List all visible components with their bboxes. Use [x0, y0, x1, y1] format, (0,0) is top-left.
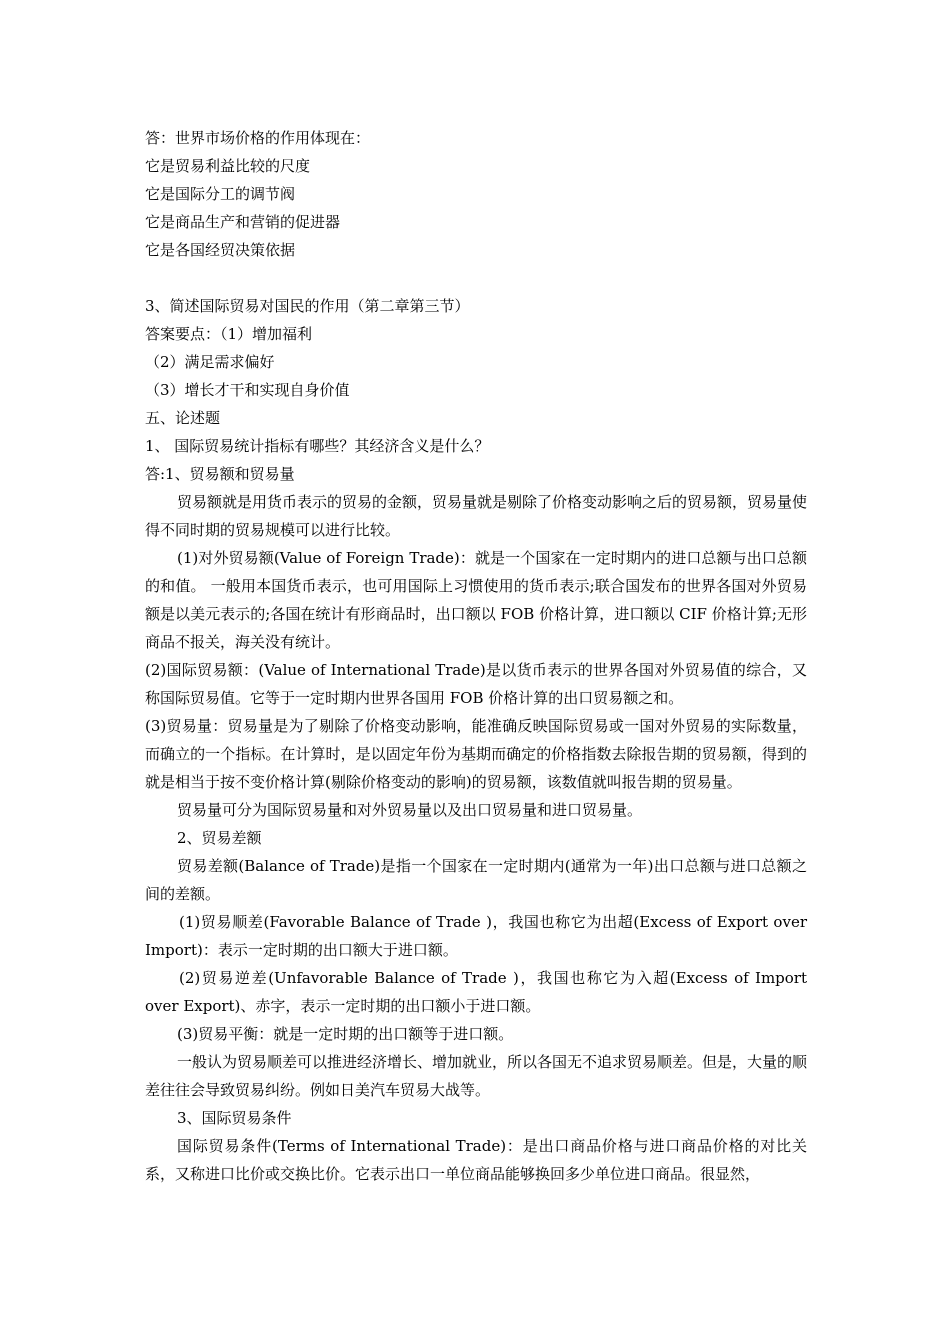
paragraph-trade-value: 贸易额就是用货币表示的贸易的金额，贸易量就是剔除了价格变动影响之后的贸易额，贸易量使得不同时期的贸易规模可以进行比较。 — [145, 493, 808, 539]
answer-point-4: 它是各国经贸决策依据 — [145, 241, 296, 259]
question-3-title: 3、简述国际贸易对国民的作用（第二章第三节） — [145, 297, 470, 315]
answer-intro: 答：世界市场价格的作用体现在： — [145, 129, 371, 147]
essay-1-answer-heading: 答:1、贸易额和贸易量 — [145, 465, 295, 483]
blank-line — [145, 264, 807, 292]
paragraph-surplus-note: 一般认为贸易顺差可以推进经济增长、增加就业，所以各国无不追求贸易顺差。但是，大量的顺差往往会导致贸易纠纷。例如日美汽车贸易大战等。 — [145, 1053, 808, 1099]
answer-point-3: 它是商品生产和营销的促进器 — [145, 213, 341, 231]
paragraph-trade-volume: (3)贸易量：贸易量是为了剔除了价格变动影响，能准确反映国际贸易或一国对外贸易的实际数量，而确立的一个指标。在计算时，是以固定年份为基期而确定的价格指数去除报告期的贸易额，得到的就是相当于按不变价格计算(剔除价格变动的影响)的贸易额，该数值就叫报告期的贸易量。 — [145, 717, 807, 791]
document-body — [145, 124, 807, 1188]
answer-point-2: 它是国际分工的调节阀 — [145, 185, 296, 203]
question-3-answer: 答案要点：（1）增加福利 — [145, 325, 313, 343]
paragraph-unfavorable-balance: (2)贸易逆差(Unfavorable Balance of Trade )，我国也称它为入超(Excess of Import over Export)、赤字，表示一定时期的出口额小于进口额。 — [145, 969, 807, 1015]
section-5-title: 五、论述题 — [145, 409, 221, 427]
heading-terms-of-trade: 3、国际贸易条件 — [177, 1109, 292, 1127]
paragraph-trade-balanced: (3)贸易平衡：就是一定时期的出口额等于进口额。 — [177, 1025, 514, 1043]
question-3-point-2: （2）满足需求偏好 — [145, 353, 275, 371]
essay-1-title: 1、 国际贸易统计指标有哪些？其经济含义是什么？ — [145, 437, 490, 455]
answer-point-1: 它是贸易利益比较的尺度 — [145, 157, 311, 175]
paragraph-foreign-trade-value: (1)对外贸易额(Value of Foreign Trade)：就是一个国家在一定时期内的进口总额与出口总额的和值。 一般用本国货币表示，也可用国际上习惯使用的货币表示;联合国发布的世界各国对外贸易额是以美元表示的;各国在统计有形商品时，出口额以 FOB 价格计算，进口额以 CIF 价格计算;无形商品不报关，海关没有统计。 — [145, 549, 807, 651]
paragraph-terms-definition: 国际贸易条件(Terms of International Trade)：是出口商品价格与进口商品价格的对比关系，又称进口比价或交换比价。它表示出口一单位商品能够换回多少单位进口商品。很显然， — [145, 1137, 807, 1183]
paragraph-balance-definition: 贸易差额(Balance of Trade)是指一个国家在一定时期内(通常为一年)出口总额与进口总额之间的差额。 — [145, 857, 807, 903]
heading-trade-balance: 2、贸易差额 — [177, 829, 262, 847]
paragraph-volume-types: 贸易量可分为国际贸易量和对外贸易量以及出口贸易量和进口贸易量。 — [177, 801, 643, 819]
paragraph-international-trade-value: (2)国际贸易额：(Value of International Trade)是以货币表示的世界各国对外贸易值的综合，又称国际贸易值。它等于一定时期内世界各国用 FOB 价格计算的出口贸易额之和。 — [145, 661, 807, 707]
paragraph-favorable-balance: (1)贸易顺差(Favorable Balance of Trade )，我国也称它为出超(Excess of Export over Import)：表示一定时期的出口额大于进口额。 — [145, 913, 807, 959]
question-3-point-3: （3）增长才干和实现自身价值 — [145, 381, 350, 399]
